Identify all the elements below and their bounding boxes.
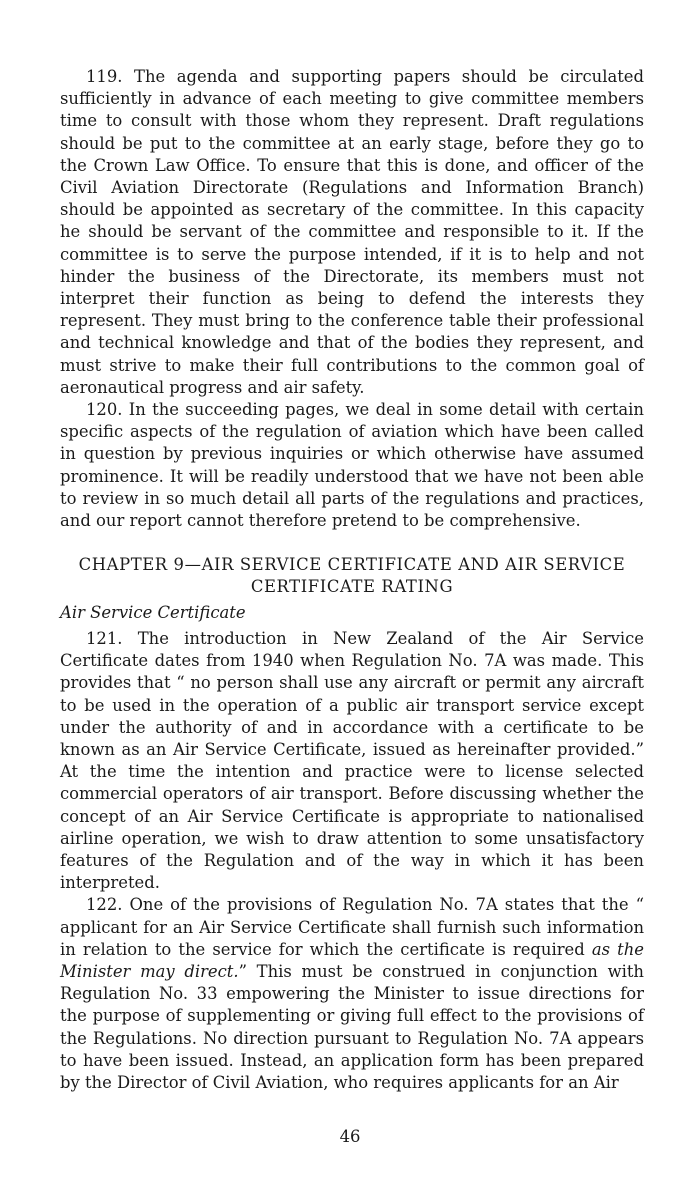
section-heading: Air Service Certificate [60,603,246,622]
paragraph-121: 121. The introduction in New Zealand of the Air Service Certificate dates from 1940 when Regulation No. 7A was made. This provides that “ no person shall use any aircraft or permit any aircraft to be used in the operation of a public air transport service except under the authority of and in accordance with a certificate to be known as an Air Service Certificate, issued as hereinafter provided.” At the time the intention and practice were to license selected commercial operators of air transport. Before discussing whether the concept of an Air Service Certificate is appropriate to nationalised airline operation, we wish to draw attention to some unsatisfactory features of the Regulation and of the way in which it has been interpreted. [60,629,644,893]
paragraph-122-italic: as the Minister may direct. [60,939,644,982]
chapter-heading: CHAPTER 9—AIR SERVICE CERTIFICATE AND AIR SERVICE CERTIFICATE RATING [78,555,626,597]
page-number: 46 [339,1127,361,1146]
paragraph-119: 119. The agenda and supporting papers should be circulated sufficiently in advance of each meeting to give committee members time to consult with those whom they represent. Draft regulations should be put to the committee at an early stage, before they go to the Crown Law Office. To ensure that this is done, and officer of the Civil Aviation Directorate (Regulations and Information Branch) should be appointed as secretary of the committee. In this capacity he should be servant of the committee and responsible to it. If the committee is to serve the purpose intended, if it is to help and not hinder the business of the Directorate, its members must not interpret their function as being to defend the interests they represent. They must bring to the conference table their professional and technical knowledge and that of the bodies they represent, and must strive to make their full contributions to the common goal of aeronautical progress and air safety. [60,67,644,397]
body-text-bottom [60,628,644,1094]
paragraph-120: 120. In the succeeding pages, we deal in some detail with certain specific aspects of the regulation of aviation which have been called in question by previous inquiries or which otherwise have assumed prominence. It will be readily understood that we have not been able to review in so much detail all parts of the regulations and practices, and our report cannot therefore pretend to be comprehensive. [60,400,644,531]
paragraph-122-part-2: ” This must be construed in conjunction with Regulation No. 33 empowering the Minister to issue directions for the purpose of supplementing or giving full effect to the provisions of the Regulations. No direction pursuant to Regulation No. 7A appears to have been issued. Instead, an application form has been prepared by the Director of Civil Aviation, who requires applicants for an Air [60,962,644,1093]
paragraph-122-part-1: 122. One of the provisions of Regulation No. 7A states that the “ applicant for an Air Service Certificate shall furnish such information in relation to the service for which the certificate is required [60,895,644,959]
body-text-top [60,66,644,532]
paragraph-122 [60,894,644,1094]
